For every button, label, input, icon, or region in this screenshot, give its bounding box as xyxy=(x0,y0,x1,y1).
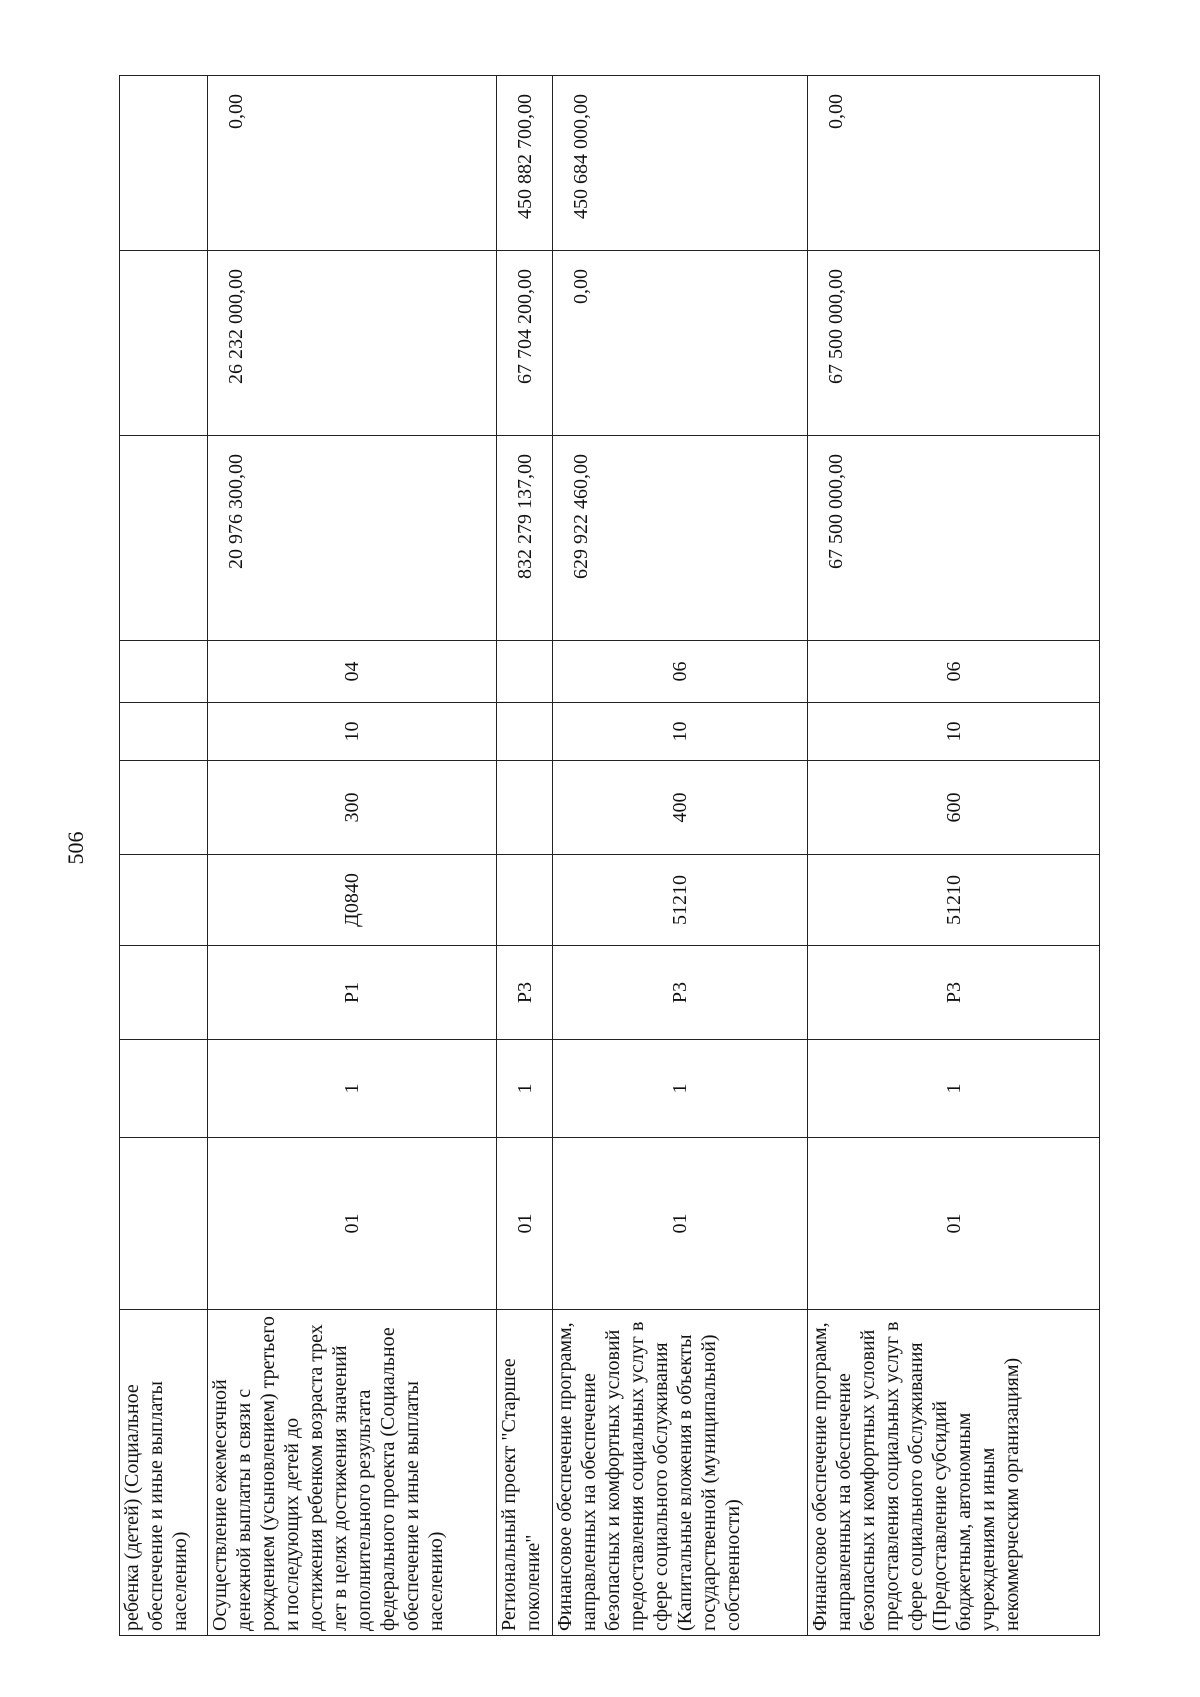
direction-code-cell: 51210 xyxy=(808,855,1100,946)
amount-year-2-cell: 67 704 200,00 xyxy=(497,251,553,436)
amount-year-3-cell: 0,00 xyxy=(208,76,497,251)
amount-year-1-cell: 629 922 460,00 xyxy=(553,436,808,641)
direction-code-cell xyxy=(120,855,208,946)
table-row xyxy=(553,76,808,1636)
page-number: 506 xyxy=(63,831,88,865)
row-name: Региональный проект "Старшее поколение" xyxy=(498,1358,544,1631)
row-name-cell xyxy=(808,1310,1100,1636)
subsection-cell: 06 xyxy=(808,641,1100,703)
subprogram-code-cell: 1 xyxy=(808,1040,1100,1138)
section-cell: 10 xyxy=(808,703,1100,761)
expense-type-cell: 400 xyxy=(553,761,808,855)
subsection-cell xyxy=(497,641,553,703)
row-name: ребенка (детей) (Социальное обеспечение и иные выплаты населению) xyxy=(121,1381,191,1631)
subprogram-code-cell xyxy=(120,1040,208,1138)
expense-type-cell xyxy=(497,761,553,855)
project-code-cell: Р3 xyxy=(497,946,553,1040)
amount-year-2-cell: 67 500 000,00 xyxy=(808,251,1100,436)
project-code-cell: Р3 xyxy=(553,946,808,1040)
project-code-cell: Р3 xyxy=(808,946,1100,1040)
row-name-cell xyxy=(120,1310,208,1636)
budget-table xyxy=(119,75,1100,1636)
project-code-cell xyxy=(120,946,208,1040)
row-name-cell xyxy=(497,1310,553,1636)
row-name-cell xyxy=(208,1310,497,1636)
amount-year-2-cell xyxy=(120,251,208,436)
amount-year-1-cell: 832 279 137,00 xyxy=(497,436,553,641)
direction-code-cell: Д0840 xyxy=(208,855,497,946)
expense-type-cell xyxy=(120,761,208,855)
program-code-cell xyxy=(120,1138,208,1310)
subsection-cell xyxy=(120,641,208,703)
subprogram-code-cell: 1 xyxy=(208,1040,497,1138)
table-row xyxy=(497,76,553,1636)
amount-year-3-cell: 0,00 xyxy=(808,76,1100,251)
subprogram-code-cell: 1 xyxy=(497,1040,553,1138)
row-name: Осуществление ежемесячной денежной выплаты в связи с рождением (усыновлением) третьего и последующих детей до достижения ребенком возраста трех лет в целях достижения значений дополнительного результата федерального проекта (Социальное обеспечение и иные выплаты населению) xyxy=(209,1316,447,1631)
amount-year-3-cell: 450 882 700,00 xyxy=(497,76,553,251)
table-row xyxy=(120,76,208,1636)
row-name: Финансовое обеспечение программ, направленных на обеспечение безопасных и комфортных условий предоставления социальных услуг в сфере социального обслуживания (Капитальные вложения в объекты государственной (муниципальной) собственности) xyxy=(554,1321,744,1631)
table-row xyxy=(808,76,1100,1636)
program-code-cell: 01 xyxy=(553,1138,808,1310)
table-row xyxy=(208,76,497,1636)
subsection-cell: 06 xyxy=(553,641,808,703)
program-code-cell: 01 xyxy=(497,1138,553,1310)
program-code-cell: 01 xyxy=(208,1138,497,1310)
section-cell xyxy=(120,703,208,761)
expense-type-cell: 600 xyxy=(808,761,1100,855)
rotated-page-content xyxy=(119,76,1099,1636)
amount-year-1-cell xyxy=(120,436,208,641)
row-name-cell xyxy=(553,1310,808,1636)
row-name: Финансовое обеспечение программ, направленных на обеспечение безопасных и комфортных условий предоставления социальных услуг в сфере социального обслуживания (Предоставление субсидий бюджетным, автономным учреждениям и иным некоммерческим организациям) xyxy=(809,1321,1023,1631)
subsection-cell: 04 xyxy=(208,641,497,703)
amount-year-1-cell: 20 976 300,00 xyxy=(208,436,497,641)
program-code-cell: 01 xyxy=(808,1138,1100,1310)
amount-year-2-cell: 0,00 xyxy=(553,251,808,436)
subprogram-code-cell: 1 xyxy=(553,1040,808,1138)
amount-year-2-cell: 26 232 000,00 xyxy=(208,251,497,436)
expense-type-cell: 300 xyxy=(208,761,497,855)
amount-year-3-cell: 450 684 000,00 xyxy=(553,76,808,251)
section-cell: 10 xyxy=(553,703,808,761)
section-cell xyxy=(497,703,553,761)
direction-code-cell: 51210 xyxy=(553,855,808,946)
project-code-cell: Р1 xyxy=(208,946,497,1040)
amount-year-3-cell xyxy=(120,76,208,251)
direction-code-cell xyxy=(497,855,553,946)
section-cell: 10 xyxy=(208,703,497,761)
amount-year-1-cell: 67 500 000,00 xyxy=(808,436,1100,641)
